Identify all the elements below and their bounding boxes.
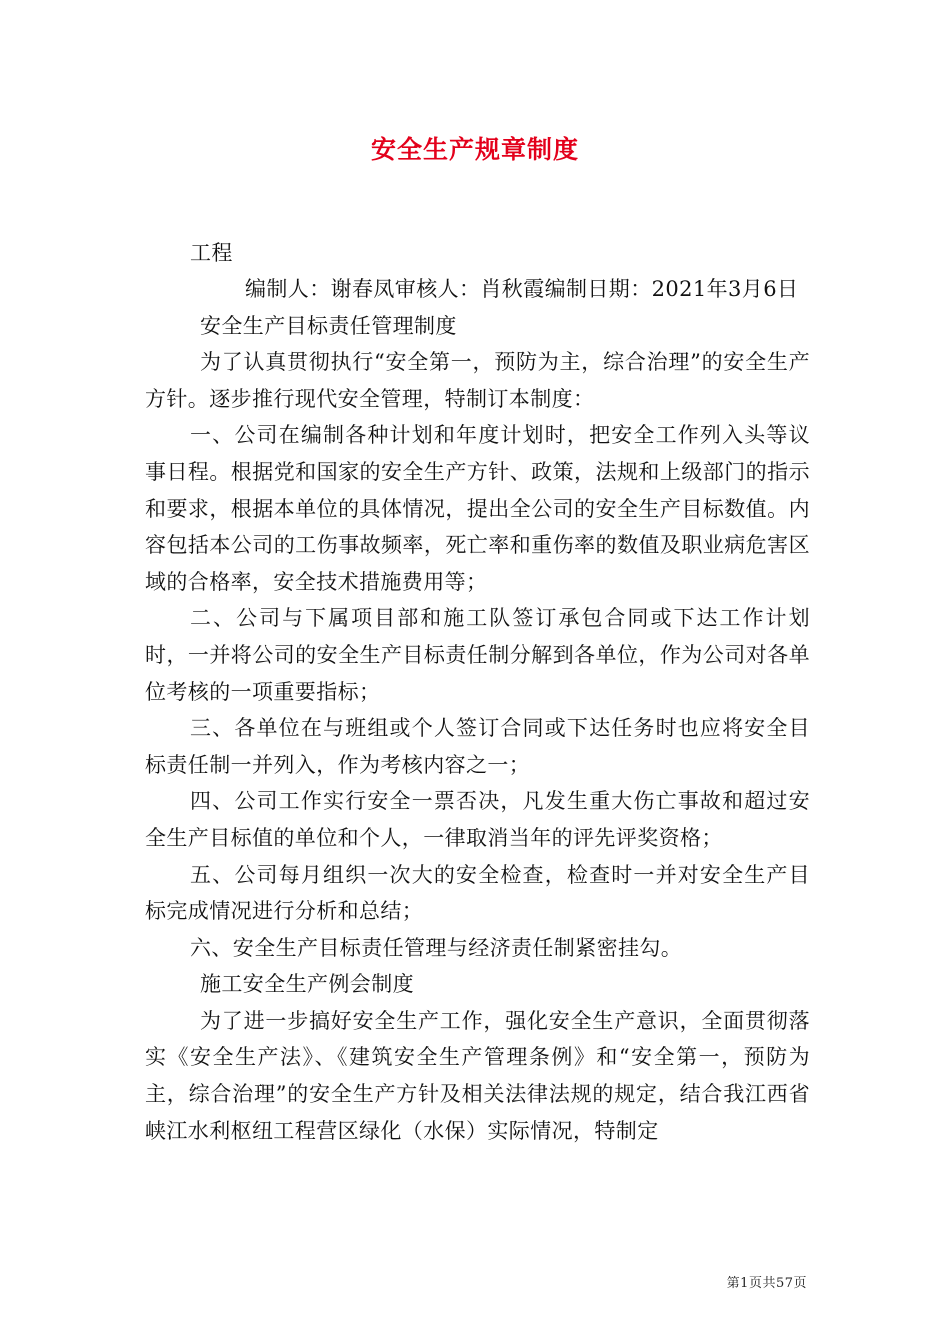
paragraph-item-2: 二、公司与下属项目部和施工队签订承包合同或下达工作计划时，一并将公司的安全生产目标责任制分解到各单位，作为公司对各单位考核的一项重要指标；	[145, 606, 810, 704]
author-info-line: 编制人：谢春凤审核人：肖秋霞编制日期：2021年3月6日	[245, 277, 799, 301]
page-number: 第1页共57页	[726, 1276, 807, 1291]
section-heading-safety-meeting: 施工安全生产例会制度	[200, 972, 414, 997]
document-title: 安全生产规章制度	[370, 135, 579, 164]
paragraph-item-5: 五、公司每月组织一次大的安全检查，检查时一并对安全生产目标完成情况进行分析和总结；	[145, 862, 810, 924]
project-line: 工程	[190, 241, 233, 265]
paragraph-item-6: 六、安全生产目标责任管理与经济责任制紧密挂勾。	[190, 935, 683, 960]
paragraph-item-4: 四、公司工作实行安全一票否决，凡发生重大伤亡事故和超过安全生产目标值的单位和个人，一律取消当年的评先评奖资格；	[145, 789, 810, 850]
section-heading-target-responsibility: 安全生产目标责任管理制度	[200, 313, 457, 338]
paragraph-item-3: 三、各单位在与班组或个人签订合同或下达任务时也应将安全目标责任制一并列入，作为考核内容之一；	[145, 716, 810, 777]
paragraph-item-1: 一、公司在编制各种计划和年度计划时，把安全工作列入头等议事日程。根据党和国家的安全生产方针、政策，法规和上级部门的指示和要求，根据本单位的具体情况，提出全公司的安全生产目标数值。内容包括本公司的工伤事故频率，死亡率和重伤率的数值及职业病危害区域的合格率，安全技术措施费用等；	[145, 423, 810, 594]
document-body	[145, 235, 810, 1149]
paragraph-safety-meeting-intro: 为了进一步搞好安全生产工作，强化安全生产意识，全面贯彻落实《安全生产法》、《建筑安全生产管理条例》和“安全第一，预防为主，综合治理”的安全生产方针及相关法律法规的规定，结合我江西省峡江水利枢纽工程营区绿化（水保）实际情况，特制定	[145, 1008, 810, 1143]
paragraph-intro: 为了认真贯彻执行“安全第一，预防为主，综合治理”的安全生产方针。逐步推行现代安全管理，特制订本制度：	[145, 350, 810, 411]
